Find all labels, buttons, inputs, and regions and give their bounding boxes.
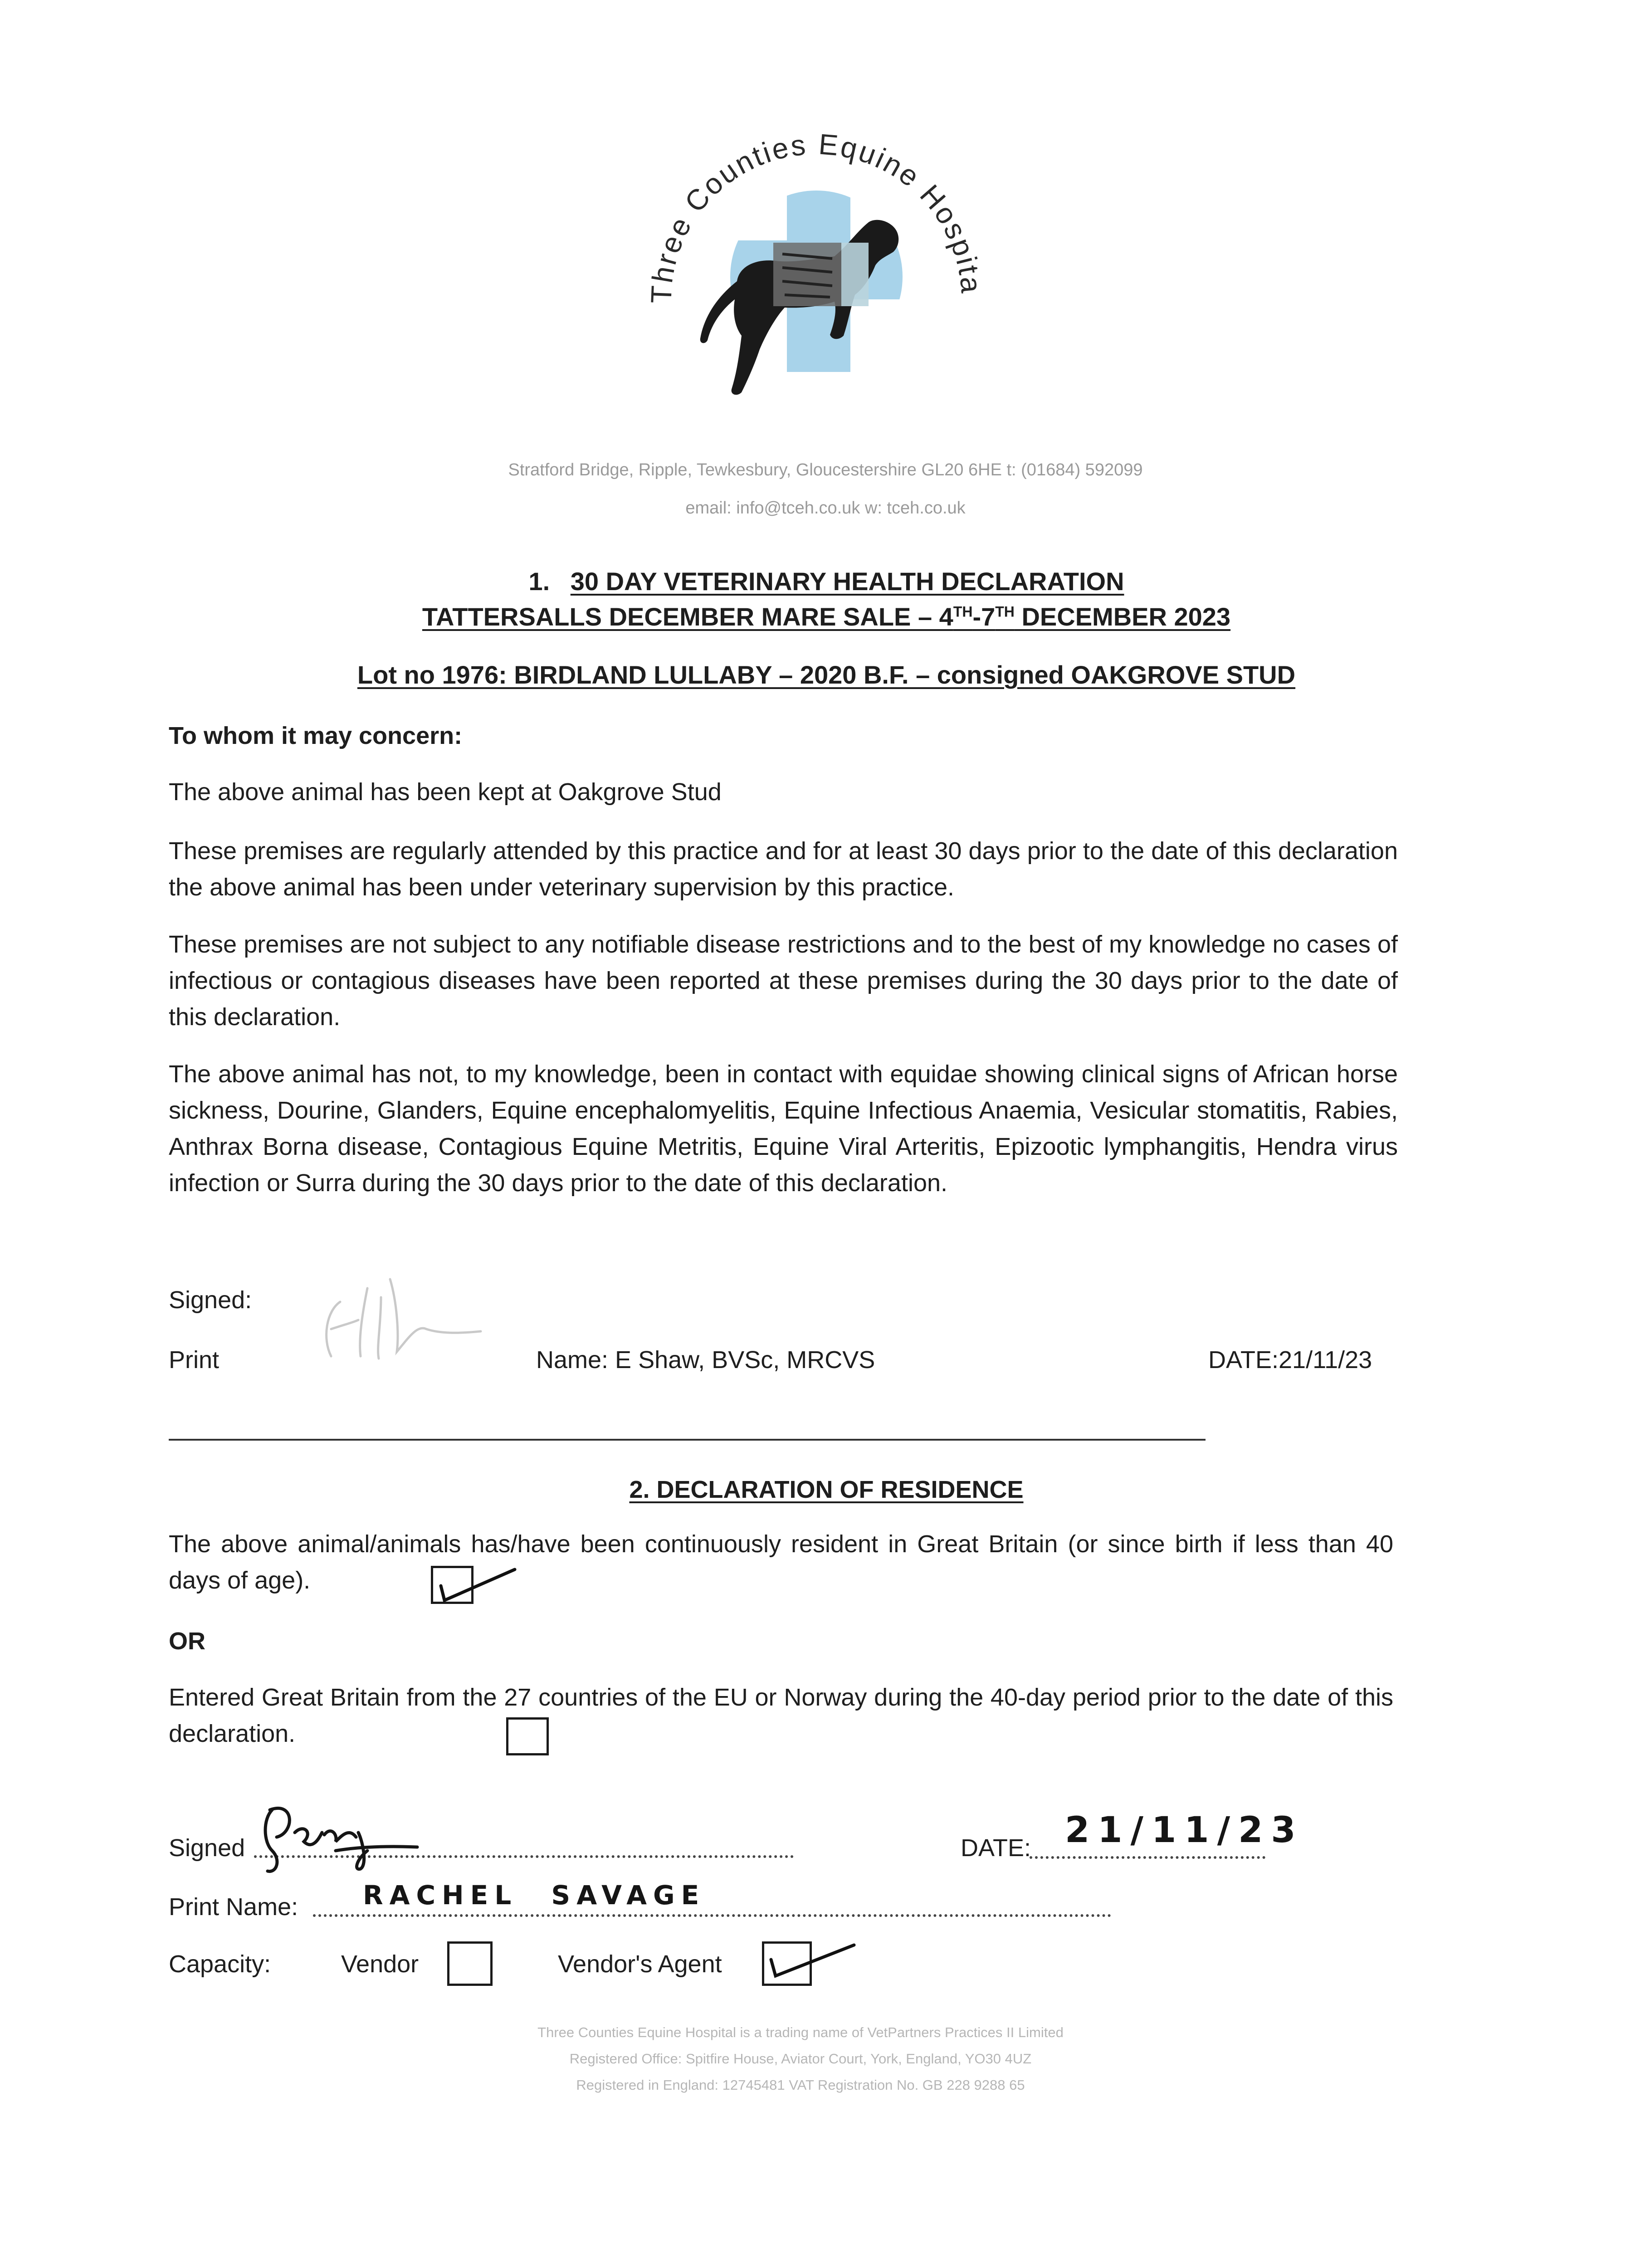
vet-name: Name: E Shaw, BVSc, MRCVS	[536, 1346, 875, 1374]
subtitle-prefix: TATTERSALLS DECEMBER MARE SALE – 4	[422, 602, 953, 631]
section1-title	[169, 564, 1484, 599]
print-name-label: Print Name:	[169, 1893, 298, 1921]
vendor-checkbox[interactable]	[447, 1941, 493, 1986]
residence-option-2: Entered Great Britain from the 27 countries of the EU or Norway during the 40-day period prior to the date of this declaration.	[169, 1684, 1393, 1747]
section1-subtitle	[169, 600, 1484, 634]
print-name-line	[313, 1914, 1111, 1917]
agent-date-line	[1030, 1856, 1265, 1859]
para-diseases: The above animal has not, to my knowledge, been in contact with equidae showing clinical signs of African horse sickness, Dourine, Glanders, Equine encephalomyelitis, Equine Infectious Anaemia, Vesicular stomatitis, Rabies, Anthrax Borna disease, Contagious Equine Metritis, Equine Viral Arteritis, Epizootic lymphangitis, Hendra virus infection or Surra during the 30 days prior to the date of this declaration.	[169, 1061, 1398, 1197]
checkmark-icon	[766, 1941, 856, 1984]
agent-signed-label: Signed	[169, 1834, 245, 1862]
salutation: To whom it may concern:	[169, 722, 463, 749]
subtitle-mid: -7	[972, 602, 996, 631]
print-name-value: RACHEL SAVAGE	[363, 1880, 706, 1911]
footer-line-1: Three Counties Equine Hospital is a trading name of VetPartners Practices II Limited	[537, 2024, 1064, 2040]
section2-title: 2. DECLARATION OF RESIDENCE	[629, 1476, 1024, 1503]
logo-graphic	[603, 127, 1011, 408]
footer-line-3: Registered in England: 12745481 VAT Registration No. GB 228 9288 65	[576, 2077, 1025, 2093]
logo-arc-text: Three Counties Equine Hospita	[644, 127, 988, 304]
or-label: OR	[169, 1628, 205, 1655]
section1-number: 1.	[528, 567, 550, 596]
para-restrictions: These premises are not subject to any notifiable disease restrictions and to the best of my knowledge no cases of infectious or contagious diseases have been reported at these premises during the 30 days prior to the date of this declaration.	[169, 931, 1398, 1031]
vet-signature-icon	[313, 1270, 494, 1372]
lot-line: Lot no 1976: BIRDLAND LULLABY – 2020 B.F. – consigned OAKGROVE STUD	[357, 660, 1296, 689]
subtitle-sup-1: TH	[953, 603, 973, 620]
checkmark-icon	[435, 1564, 517, 1607]
vet-signed-label: Signed:	[169, 1286, 252, 1314]
section-divider	[169, 1439, 1206, 1441]
vet-print-label: Print	[169, 1346, 220, 1374]
vendor-label: Vendor	[341, 1950, 419, 1978]
subtitle-suffix: DECEMBER 2023	[1014, 602, 1231, 631]
address-line-2: email: info@tceh.co.uk w: tceh.co.uk	[685, 499, 966, 518]
capacity-label: Capacity:	[169, 1950, 271, 1978]
residence-option-2-checkbox[interactable]	[506, 1717, 549, 1755]
para-kept-at: The above animal has been kept at Oakgrove Stud	[169, 778, 722, 806]
agent-date-label: DATE:	[961, 1834, 1031, 1862]
hospital-logo	[603, 127, 1011, 408]
vet-date: DATE:21/11/23	[1208, 1346, 1372, 1374]
address-line-1: Stratford Bridge, Ripple, Tewkesbury, Gloucestershire GL20 6HE t: (01684) 592099	[508, 460, 1143, 479]
section1-title-text: 30 DAY VETERINARY HEALTH DECLARATION	[570, 567, 1124, 596]
vendor-agent-label: Vendor's Agent	[558, 1950, 722, 1978]
footer-line-2: Registered Office: Spitfire House, Aviator Court, York, England, YO30 4UZ	[569, 2051, 1032, 2067]
residence-option-1: The above animal/animals has/have been continuously resident in Great Britain (or since birth if less than 40 days of age).	[169, 1530, 1393, 1594]
subtitle-sup-2: TH	[995, 603, 1015, 620]
agent-date-value: 21/11/23	[1065, 1810, 1304, 1851]
agent-signature-icon	[245, 1792, 444, 1880]
para-supervision: These premises are regularly attended by this practice and for at least 30 days prior to the date of this declaration the above animal has been under veterinary supervision by this practice.	[169, 837, 1398, 901]
